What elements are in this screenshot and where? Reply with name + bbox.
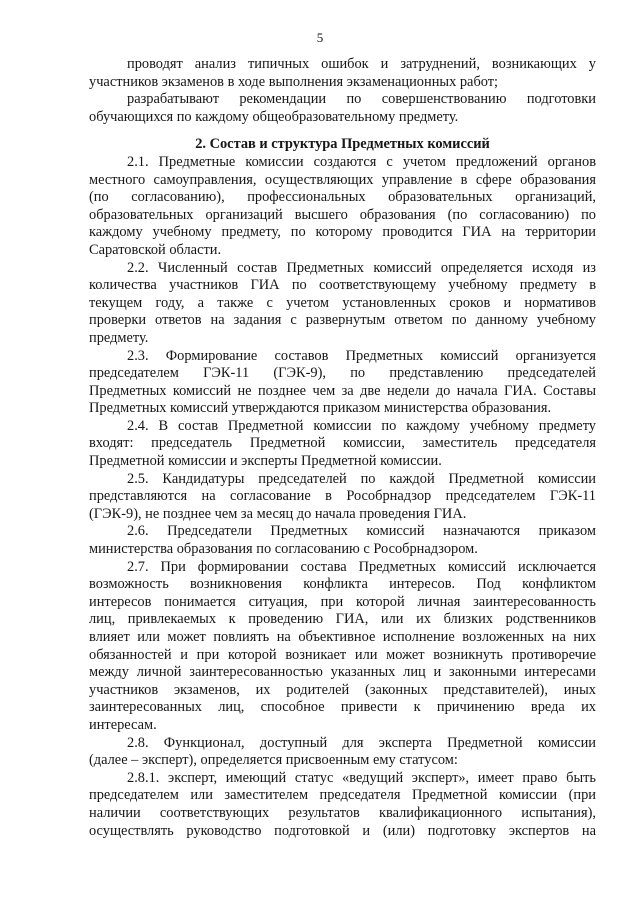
text-line: 2.2. Численный состав Предметных комиссий определяется исходя из (127, 259, 596, 276)
text-line: 2.5. Кандидатуры председателей по каждой Предметной комиссии (127, 470, 596, 487)
text-line: (по согласованию), профессиональных образовательных организаций, (89, 189, 596, 206)
text-line: предмету. (89, 329, 149, 346)
text-line: обязанностей и при которой возникает или может возникнуть противоречие (89, 646, 596, 663)
text-line: текущем году, а также с учетом установленных сроков и нормативов (89, 294, 596, 311)
section-body (89, 154, 596, 840)
text-line: представляются на согласование в Рособрнадзор председателем ГЭК-11 (89, 488, 596, 505)
text-line: между личной заинтересованностью указанных лиц и законными интересами (89, 664, 596, 681)
paragraph-3 (89, 348, 596, 418)
text-line: председателем или заместителем председателя Предметной комиссии (при (89, 787, 596, 804)
text-line: председателем ГЭК-11 (ГЭК-9), по представлению председателей (89, 365, 596, 382)
text-line: местного самоуправления, осуществляющих управление в сфере образования (89, 171, 596, 188)
text-line: Предметных комиссий не позднее чем за две недели до начала ГИА. Составы (89, 382, 596, 399)
text-line: 2.6. Председатели Предметных комиссий назначаются приказом (127, 523, 596, 540)
intro-paragraph-1 (89, 56, 596, 91)
text-line: заинтересованных лиц, способное привести к причинению вреда их (89, 699, 596, 716)
intro-paragraph-2 (89, 91, 596, 126)
paragraph-9 (89, 770, 596, 840)
text-line: Предметных комиссий утверждаются приказом министерства образования. (89, 400, 552, 417)
text-line: интересов понимается ситуация, при которой личная заинтересованность (89, 593, 596, 610)
text-line: образовательных организаций высшего образования (по согласованию) по (89, 206, 596, 223)
section-heading: 2. Состав и структура Предметных комиссий (195, 136, 490, 153)
text-line: количества участников ГИА по соответствующему учебному предмету в (89, 277, 596, 294)
paragraph-5 (89, 471, 596, 524)
text-line: разрабатывают рекомендации по совершенствованию подготовки (127, 91, 596, 108)
text-line: лиц, привлекаемых к проведению ГИА, или их близких родственников (89, 611, 596, 628)
text-line: проводят анализ типичных ошибок и затруднений, возникающих у (127, 56, 596, 72)
text-line: наличии соответствующих результатов квалификационного испытания), (89, 804, 596, 821)
text-line: возможность возникновения конфликта интересов. Под конфликтом (89, 576, 596, 593)
text-line: участников экзаменов в ходе выполнения экзаменационных работ; (89, 73, 499, 90)
paragraph-7 (89, 559, 596, 735)
text-line: 2.3. Формирование составов Предметных комиссий организуется (127, 347, 596, 364)
paragraph-6 (89, 523, 596, 558)
text-line: Саратовской области. (89, 241, 222, 258)
text-line: 2.7. При формировании состава Предметных комиссий исключается (127, 558, 596, 575)
text-line: каждому учебному предмету, по которому проводится ГИА на территории (89, 224, 596, 241)
paragraph-8 (89, 735, 596, 770)
text-line: Предметной комиссии и эксперты Предметной комиссии. (89, 453, 442, 470)
text-line: осуществлять руководство подготовкой и (или) подготовку экспертов на (89, 822, 596, 839)
text-line: влияет или может повлиять на объективное исполнение возложенных на них (89, 629, 596, 645)
text-line: (далее – эксперт), определяется присвоенным ему статусом: (89, 752, 458, 769)
page-number: 5 (316, 30, 324, 45)
text-line: интересам. (89, 716, 157, 733)
text-line: (ГЭК-9), не позднее чем за месяц до начала проведения ГИА. (89, 505, 467, 522)
text-line: 2.4. В состав Предметной комиссии по каждому учебному предмету (127, 417, 596, 434)
paragraph-2 (89, 260, 596, 348)
paragraph-1 (89, 154, 596, 260)
text-line: 2.8. Функционал, доступный для эксперта Предметной комиссии (127, 734, 596, 751)
page-content (89, 56, 596, 840)
paragraph-4 (89, 418, 596, 471)
text-line: участников экзаменов, их родителей (законных представителей), иных (89, 681, 596, 698)
text-line: 2.8.1. эксперт, имеющий статус «ведущий эксперт», имеет право быть (127, 769, 596, 786)
text-line: обучающихся по каждому общеобразовательному предмету. (89, 108, 459, 125)
text-line: проверки ответов на задания с развернутым ответом по данному учебному (89, 312, 596, 329)
text-line: входят: председатель Предметной комиссии, заместитель председателя (89, 435, 596, 452)
text-line: 2.1. Предметные комиссии создаются с учетом предложений органов (127, 153, 596, 170)
text-line: министерства образования по согласованию с Рособрнадзором. (89, 541, 478, 558)
